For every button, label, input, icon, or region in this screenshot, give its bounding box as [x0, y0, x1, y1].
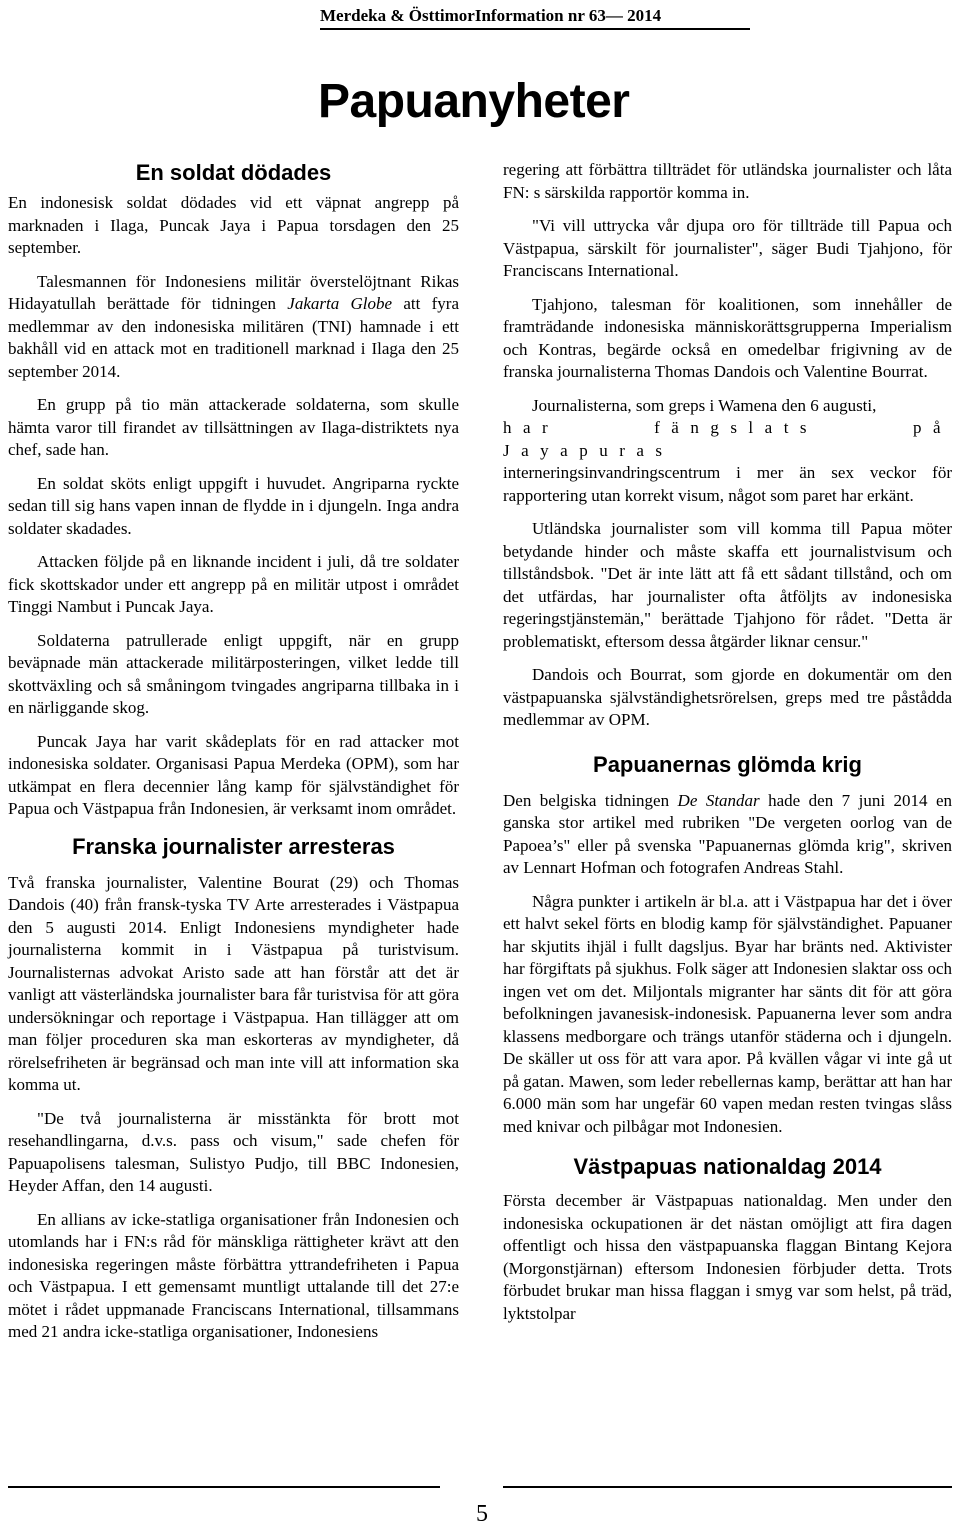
right-column [503, 159, 952, 1336]
paragraph-text: att fyra medlemmar av den indonesiska militären (TNI) hamnade i ett bakhåll vid en attack mot en traditionell marknad i Ilaga den 25 september 2014. [8, 294, 459, 381]
newspaper-name: Jakarta Globe [287, 294, 393, 313]
article-paragraph [503, 395, 952, 508]
article-paragraph: Puncak Jaya har varit skådeplats för en rad attacker mot indonesiska soldater. Organisasi Papua Merdeka (OPM), som har utkämpat en flera decennier lång kamp för självständighet för Papua och Västpapua från Indonesien, är verksamt inom området. [8, 731, 459, 818]
article-heading-national-day: Västpapuas nationaldag 2014 [573, 1154, 882, 1179]
paragraph-text: hade den 7 juni 2014 en ganska stor artikel med rubriken "De vergeten oorlog van de Papoea’s" eller på svenska "Papuanernas glömda krig", skriven av Lennart Hofman och fotografen Andreas Stahl. [503, 790, 952, 877]
article-paragraph: Dandois och Bourrat, som gjorde en dokumentär om den västpapuanska självständighetsrörelsen, greps med tre påstådda medlemmar av OPM. [503, 665, 952, 729]
article-paragraph: Attacken följde på en liknande incident i juli, då tre soldater fick skottskador under ett angrepp på en militär utpost i området Tinggi Nambut i Puncak Jaya. [8, 552, 459, 616]
article-heading-forgotten-war: Papuanernas glömda krig [593, 751, 862, 777]
article-paragraph: Soldaterna patrullerade enligt uppgift, när en grupp beväpnade män attackerade militärposteringen, vilket ledde till skottväxling och så småningom tvingades angriparna tillbaka in i en närliggande skog. [8, 630, 459, 717]
newspaper-name: De Standar [677, 790, 760, 810]
article-paragraph [8, 271, 459, 384]
paragraph-text: Journalisterna, som greps i Wamena den 6 augusti, [532, 395, 877, 415]
article-paragraph: Tjahjono, talesman för koalitionen, som innehåller de framträdande indonesiska människorättsgrupperna Imperialism och Kontras, begärde också en omedelbar frigivning av de franska journalisterna Thomas Dandois och Valentine Bourrat. [503, 294, 952, 381]
section-title: Papuanyheter [318, 75, 630, 128]
article-paragraph: Två franska journalister, Valentine Bourat (29) och Thomas Dandois (40) från fransk-tyska TV Arte arresterades i Västpapua den 5 augusti 2014. Enligt Indonesiens myndigheter hade journalisterna kommit in i Västpapua på turistvisum. Journalisternas advokat Aristo sade att han förstår att det är vanligt att västerländska journalister bara får turistvisa för att göra undersökningar och reportage i Västpapua. Han tillägger att om man följer proceduren ska man eskorteras av myndigheter, då rörelsefriheten är begränsad och man inte vill att information ska komma ut. [8, 872, 459, 1094]
article-paragraph: En indonesisk soldat dödades vid ett väpnat angrepp på marknaden i Ilaga, Puncak Jaya i Papua torsdagen den 25 september. [8, 193, 459, 257]
footer-rule [8, 1486, 440, 1488]
article-paragraph [503, 790, 952, 880]
article-paragraph: Utländska journalister som vill komma till Papua möter betydande hinder och måste skaffa ett journalistvisum och tillståndsbok. "Det är inte lätt att få ett sådant tillstånd, och om det utfärdas, har journalister ofta åtföljts av indonesiska regeringstjänstemän," berättade Tjahjono för rådet. "Detta är problematiskt, eftersom dessa åtgärder liknar censur." [503, 519, 952, 651]
page-number: 5 [476, 1501, 488, 1527]
footer-rule [503, 1486, 952, 1488]
spaced-text: har fängslats på Jayapuras [503, 418, 952, 460]
article-paragraph: Några punkter i artikeln är bl.a. att i Västpapua har det i över ett halvt sekel förts en blodig kamp för självständighet. Papuaner har skjutits ihjäl i fullt dagsljus. Byar har bränts ned. Aktivister har förgiftats på sjukhus. Folk säger att Indonesien slaktar oss och ingen vet om det. Miljontals migranter har sänts dit för att göra befolkningen javanesisk-indonesisk. Papuanerna lever som andra klassens medborgare och trängs utanför städerna och i djungeln. De skäller ut oss för att vara apor. På kvällen vågar vi inte gå ut på gatan. Mawen, som leder rebellernas kamp, berättar att han har 6.000 män som har ungefär 60 vapen medan resten tvingas slåss med knivar och pilbågar mot Indonesien. [503, 891, 952, 1136]
article-paragraph: En grupp på tio män attackerade soldaterna, som skulle hämta varor till firandet av tillsättningen av Ilaga-distriktets nya chef, sade han. [8, 395, 459, 459]
paragraph-text: Talesmannen för Indonesiens militär överstelöjtnant Rikas Hidayatullah berättade för tidningen [8, 271, 459, 313]
article-paragraph: En soldat sköts enligt uppgift i huvudet. Angriparna ryckte sedan till sig hans vapen innan de flydde in i djungeln. Inga andra soldater skadades. [8, 473, 459, 538]
article-paragraph: Första december är Västpapuas nationaldag. Men under den indonesiska ockupationen är det nästan omöjligt att fira dagen offentligt och hissa den västpapuanska flaggan Bintang Kejora (Morgonstjärnan) eftersom Indonesien förbjuder detta. Trots förbudet brukar man hissa flaggan i smyg var som helst, på träd, lyktstolpar [503, 1191, 952, 1323]
article-paragraph: "De två journalisterna är misstänkta för brott mot resehandlingarna, d.v.s. pass och visum," sade chefen för Papuapolisens talesman, Sulistyo Pudjo, till BBC Indonesien, Heyder Affan, den 14 augusti. [8, 1108, 459, 1195]
article-heading-journalists-arrested: Franska journalister arresteras [72, 833, 395, 859]
paragraph-text: interneringsinvandringscentrum i mer än sex veckor för rapportering utan korrekt visum, något som paret har erkänt. [503, 463, 952, 505]
article-heading-soldier-killed: En soldat dödades [135, 160, 332, 185]
running-header: Merdeka & ÖsttimorInformation nr 63— 2014 [320, 6, 662, 25]
article-paragraph: "Vi vill uttrycka vår djupa oro för tillträde till Papua och Västpapua, särskilt för journalister", säger Budi Tjahjono, för Franciscans International. [503, 216, 952, 280]
header-rule [320, 28, 750, 30]
article-paragraph: En allians av icke-statliga organisationer från Indonesien och utomlands har i FN:s råd för mänskliga rättigheter krävt att den indonesiska regeringen måste förbättra yttrandefriheten i Papua och Västpapua. I ett gemensamt muntligt uttalande till det 27:e mötet i rådet uppmanade Franciscans International, tillsammans med 21 andra icke-statliga organisationer, Indonesiens [8, 1209, 459, 1341]
left-column [8, 158, 459, 1355]
article-paragraph: regering att förbättra tillträdet för utländska journalister och låta FN: s särskilda rapportör komma in. [503, 160, 952, 202]
paragraph-text: Den belgiska tidningen [503, 790, 678, 810]
